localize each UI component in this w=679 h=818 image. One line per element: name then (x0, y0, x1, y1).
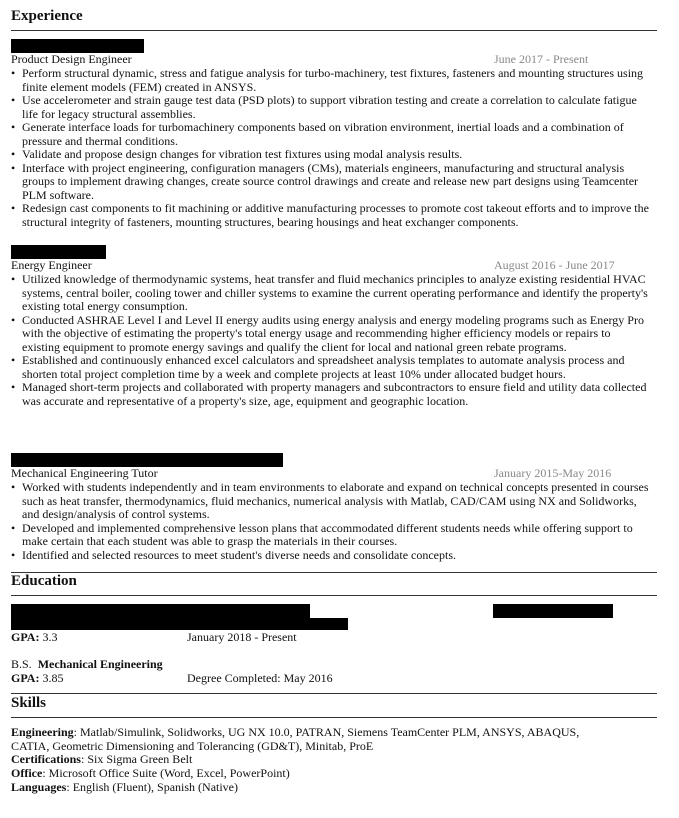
list-item: • Identified and selected resources to meet student's diverse needs and consolidate concepts. (11, 549, 651, 563)
job-bullets-3 (11, 481, 651, 562)
skills-divider (11, 717, 657, 718)
experience-divider (11, 30, 657, 31)
job-title-3: Mechanical Engineering Tutor (11, 466, 158, 480)
skills-engineering-value-1: : Matlab/Simulink, Solidworks, UG NX 10.0, PATRAN, Siemens TeamCenter PLM, ANSYS, ABAQUS, (73, 725, 580, 739)
skills-office-label: Office (11, 766, 43, 780)
skills-top-divider (11, 693, 657, 694)
list-item: • Established and continuously enhanced excel calculators and spreadsheet analysis templates to automate analysis process and shorten total project completion time by a week and complete projects at least 10% under allocated budget hours. (11, 354, 651, 381)
list-item: • Worked with students independently and in team environments to elaborate and expand on technical concepts presented in courses such as heat transfer, thermodynamics, fluid mechanics, numerical analysis with Matlab, CAD/CAM using NX and Solidworks, and design/analysis of control systems. (11, 481, 651, 522)
gpa-value: 3.85 (42, 671, 64, 685)
redacted-location-1 (493, 604, 613, 618)
skills-engineering-label: Engineering (11, 725, 74, 739)
job-title-2: Energy Engineer (11, 258, 92, 272)
list-item: • Generate interface loads for turbomachinery components based on vibration environment, inertial loads and a combination of pressure and thermal conditions. (11, 121, 651, 148)
gpa-line-1 (11, 631, 57, 645)
education-heading: Education (11, 573, 77, 589)
list-item: • Interface with project engineering, configuration managers (CMs), materials engineers, manufacturing and structural analysis groups to implement drawing changes, create source control drawings and create and release new part designs using Teamcenter PLM software. (11, 162, 651, 203)
skills-heading: Skills (11, 695, 47, 711)
education-dates-1: January 2018 - Present (187, 630, 297, 644)
job-bullets-1 (11, 67, 651, 229)
list-item: • Redesign cast components to fit machining or additive manufacturing processes to promote cost takeout efforts and to improve the structural integrity of fasteners, mounting structures, bearing housings and heat exchanger components. (11, 202, 651, 229)
skills-certifications-line (11, 753, 192, 767)
redacted-employer-2 (11, 245, 106, 259)
list-item: • Perform structural dynamic, stress and fatigue analysis for turbo-machinery, test fixtures, fasteners and mounting structures using finite element models (FEM) created in ANSYS. (11, 67, 651, 94)
gpa-value: 3.3 (42, 630, 58, 644)
gpa-label: GPA: (11, 630, 40, 644)
job-dates-3: January 2015-May 2016 (494, 466, 612, 480)
redacted-degree-1 (11, 618, 348, 630)
skills-languages-line (11, 781, 238, 795)
degree: B.S. (11, 657, 32, 671)
degree-line-2 (11, 658, 163, 672)
job-dates-1: June 2017 - Present (494, 52, 589, 66)
skills-engineering-line-1 (11, 726, 579, 740)
job-dates-2: August 2016 - June 2017 (494, 258, 615, 272)
redacted-employer-1 (11, 39, 144, 53)
skills-languages-value: : English (Fluent), Spanish (Native) (66, 780, 239, 794)
gpa-line-2 (11, 672, 63, 686)
experience-heading: Experience (11, 8, 83, 24)
gpa-label: GPA: (11, 671, 40, 685)
skills-engineering-line-2: CATIA, Geometric Dimensioning and Tolerancing (GD&T), Minitab, ProE (11, 739, 374, 753)
education-divider (11, 595, 657, 596)
skills-certifications-label: Certifications (11, 752, 81, 766)
education-dates-2: Degree Completed: May 2016 (187, 671, 333, 685)
list-item: • Use accelerometer and strain gauge test data (PSD plots) to support vibration testing and create a correlation to calculate fatigue life for legacy structural assemblies. (11, 94, 651, 121)
skills-certifications-value: : Six Sigma Green Belt (80, 752, 193, 766)
list-item: • Managed short-term projects and collaborated with property managers and subcontractors to ensure field and utility data collected was accurate and representative of a property's size, age, equipment and geographic location. (11, 381, 651, 408)
job-bullets-2 (11, 273, 651, 408)
skills-languages-label: Languages (11, 780, 67, 794)
list-item: • Utilized knowledge of thermodynamic systems, heat transfer and fluid mechanics principles to analyze existing residential HVAC systems, central boiler, cooling tower and chiller systems to examine the current operating performance and identify the property's existing total energy consumption. (11, 273, 651, 314)
list-item: • Validate and propose design changes for vibration test fixtures using modal analysis results. (11, 148, 651, 162)
skills-office-line (11, 767, 290, 781)
job-title-1: Product Design Engineer (11, 52, 132, 66)
major: Mechanical Engineering (37, 657, 163, 671)
list-item: • Developed and implemented comprehensive lesson plans that accommodated different students needs while offering support to make certain that each student was able to grasp the materials in their courses. (11, 522, 651, 549)
redacted-school-1 (11, 604, 310, 618)
redacted-employer-3 (11, 453, 283, 467)
skills-office-value: : Microsoft Office Suite (Word, Excel, PowerPoint) (42, 766, 290, 780)
education-top-divider (11, 572, 657, 573)
list-item: • Conducted ASHRAE Level I and Level II energy audits using energy analysis and energy modeling programs such as Energy Pro with the objective of estimating the property's total energy usage and recommending higher efficiency models or repairs to existing equipment to promote energy savings and qualify the client for local and national green rebate programs. (11, 314, 651, 355)
